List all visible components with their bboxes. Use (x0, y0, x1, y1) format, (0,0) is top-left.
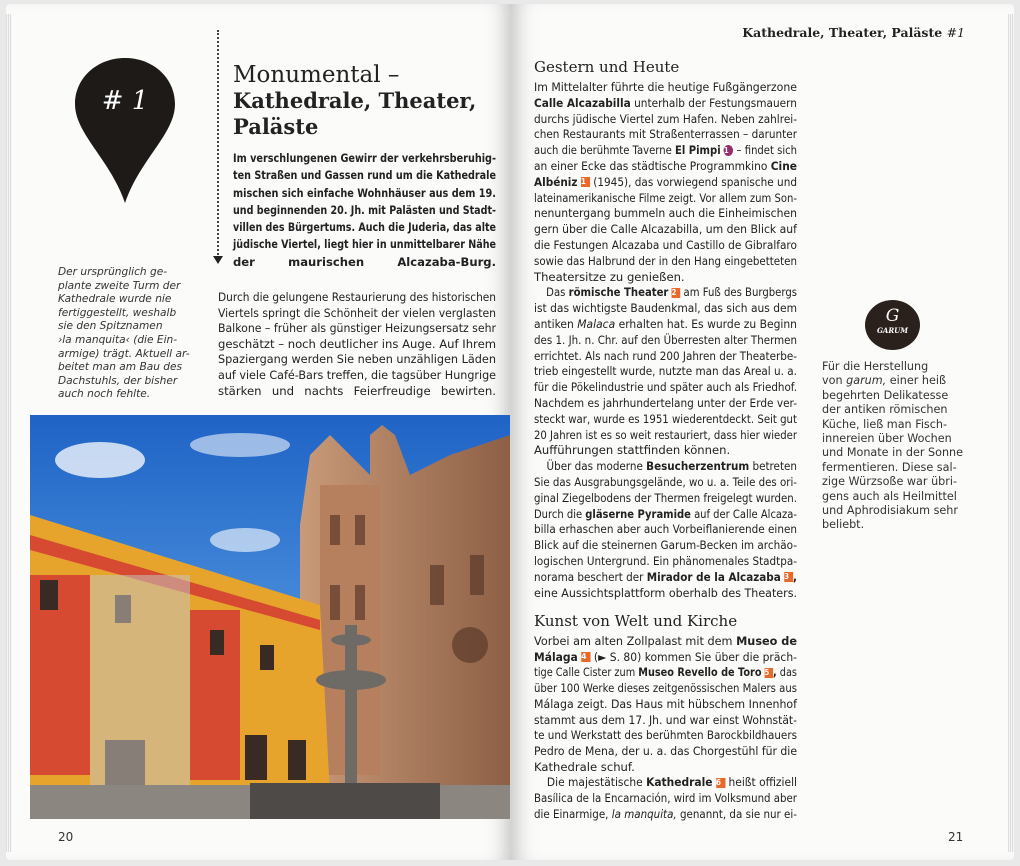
text-line (534, 317, 797, 333)
text-line (58, 293, 203, 307)
text-line (534, 364, 797, 380)
text-run: Málaga zeigt. Das Haus mit hübschem Innenhof (534, 696, 797, 711)
text-line (534, 522, 797, 538)
text-line (233, 219, 496, 236)
text-run: Basílica de la Encarnación, wird im Volksmund aber (534, 791, 797, 806)
text-run: von (822, 374, 847, 388)
text-line (218, 337, 496, 353)
text-run: Spaziergang werden Sie neben unzähligen Läden (218, 352, 496, 367)
text-run: der antiken römischen (822, 403, 948, 417)
map-marker-square: 3 (784, 572, 793, 582)
text-line (233, 185, 496, 202)
text-run: die Einarmige, (534, 806, 612, 821)
text-line (822, 490, 972, 504)
text-line (822, 374, 972, 388)
text-run: an einer Ecke das städtische Programmkino (534, 158, 771, 173)
text-line (233, 254, 496, 271)
text-run: betreten (749, 459, 797, 474)
text-run: steckt war, wurde es 1951 wiederentdeckt. Seit gut (534, 411, 797, 426)
bold-term: El Pimpi (674, 143, 721, 158)
text-run: gern über die Calle Alcazabilla, um den Blick auf (534, 222, 797, 237)
map-marker-square: 1 (581, 177, 590, 187)
text-line (58, 320, 203, 334)
page-edge (6, 14, 12, 852)
text-line (822, 518, 972, 532)
text-line (58, 307, 203, 321)
text-line (58, 388, 203, 402)
garum-label: GARUM (876, 326, 909, 335)
running-header-title: Kathedrale, Theater, Paläste (742, 25, 943, 40)
text-line (534, 697, 797, 713)
text-run: zige Würzsoße war übri- (822, 475, 958, 489)
text-run: nenuntergang bummeln auch die Einheimischen (534, 206, 797, 221)
text-run: beitet man am Bau des (58, 361, 183, 374)
text-run: Balkone – früher als günstiger Heizungsersatz sehr (218, 321, 496, 336)
cathedral-photo (30, 415, 510, 819)
bold-term: villen des Bürgertums. Auch die Juderia, das alte (233, 220, 496, 235)
running-header (742, 25, 965, 40)
text-run: geschätzt – noch deutlicher ins Auge. Auf Ihrem (218, 336, 496, 351)
text-line (534, 143, 797, 159)
text-run: fermentieren. Diese sal- (822, 460, 957, 474)
text-run: und Aphrodisiakum sehr (822, 504, 958, 518)
text-run: auch die berühmte Taverne (534, 143, 675, 158)
text-line (534, 285, 797, 301)
text-run: eine Aussichtsplattform oberhalb des Theaters. (534, 585, 797, 600)
text-line (534, 586, 797, 602)
text-run: stärken und nachts Feierfreudige bewirten. (218, 383, 496, 398)
text-run: beliebt. (822, 518, 865, 532)
text-line (534, 681, 797, 697)
text-line (822, 418, 972, 432)
text-run: heißt offiziell (725, 775, 797, 790)
text-run: stammt aus dem 17. Jh. und war einst Wohnstät- (534, 712, 797, 727)
text-run: Die majestätische (546, 775, 647, 790)
italic-term: Malaca (577, 316, 616, 331)
text-run: die Festungen Alcazaba und Castillo de Gibralfaro (534, 237, 797, 252)
running-header-number: #1 (946, 25, 965, 40)
bold-term: Calle Alcazabilla (534, 95, 631, 110)
text-run: das (776, 665, 797, 680)
garum-note (822, 360, 972, 533)
text-line (534, 301, 797, 317)
text-run: innereien über Wochen (822, 432, 952, 446)
text-run: Vorbei am alten Zollpalast mit dem (534, 634, 737, 648)
text-run: logischen Untergrund. Ein phänomenales Stadtpa- (534, 553, 797, 568)
text-line (822, 446, 972, 460)
text-run: plante zweite Turm der (58, 279, 181, 292)
text-run: ginal Ziegelbodens der Thermen freigelegt wurden. (534, 490, 797, 505)
text-run: über 100 Werke dieses zeitgenössischen Malers aus (534, 681, 797, 696)
dotted-divider (217, 30, 219, 258)
text-line (534, 349, 797, 365)
text-run: tige Calle Cister zum (534, 665, 639, 680)
page-number: 20 (58, 830, 74, 844)
section-heading: Kunst von Welt und Kirche (534, 612, 738, 630)
text-run: lateinamerikanische Filme zeigt. Vor allem zum Son- (534, 190, 797, 205)
text-run: armige) trägt. Aktuell ar- (58, 347, 190, 360)
sidenote (58, 266, 203, 402)
map-marker-square: 2 (672, 288, 681, 298)
text-run: errichtet. Als nach rund 200 Jahren der Theaterbe- (534, 348, 797, 363)
text-line (534, 175, 797, 191)
bold-term: Museo de (736, 634, 797, 648)
page-edge (1008, 14, 1014, 852)
text-line (58, 375, 203, 389)
text-run: auf viele Café-Bars treffen, die tagsüber Hungrige (218, 367, 496, 382)
text-line (534, 507, 797, 523)
text-line (534, 760, 797, 776)
text-run: unterhalb der Festungsmauern (630, 95, 797, 110)
text-line (233, 150, 496, 167)
chapter-title-kicker: Monumental – (233, 62, 400, 88)
text-line (822, 403, 972, 417)
text-run: Kathedrale wurde nie (58, 293, 172, 306)
garum-letter: G (885, 306, 900, 326)
text-line (218, 384, 496, 400)
text-run: Für die Herstellung (822, 360, 929, 373)
bold-term: Im verschlungenen Gewirr der verkehrsberuhig- (233, 151, 496, 165)
text-run: Durch die (534, 506, 586, 521)
text-run: Sie das Ausgrabungsgelände, wo u. a. Teile des ori- (534, 474, 797, 489)
text-run: einer heiß (886, 374, 947, 388)
bold-term: , (793, 569, 797, 584)
text-run: für die Pökelindustrie und später auch als Friedhof. (534, 380, 797, 395)
text-line (534, 459, 797, 475)
text-run: ›la manquita‹ (die Ein- (58, 333, 178, 346)
text-run: (► S. 80) kommen Sie über die präch- (590, 649, 797, 664)
text-line (534, 428, 797, 444)
text-line (534, 443, 797, 459)
text-line (218, 352, 496, 368)
bold-term: mischen sich einfache Wohnhäuser aus dem 19. (233, 185, 496, 200)
text-run: und Monate in der Sonne (822, 446, 964, 460)
text-run: am Fuß des Burgbergs (680, 285, 797, 300)
text-line (534, 807, 797, 823)
map-pin-icon (75, 58, 175, 203)
text-line (534, 80, 797, 96)
text-run: Der ursprünglich ge- (58, 266, 168, 278)
page-number: 21 (948, 830, 964, 844)
text-run: Im Mittelalter führte die heutige Fußgängerzone (534, 80, 797, 94)
text-run: billa erhaschen aber auch Vorbeiflanierende einen (534, 522, 797, 537)
text-run: auch noch fehlte. (58, 388, 151, 401)
body-column (534, 634, 797, 822)
text-line (822, 432, 972, 446)
text-line (534, 791, 797, 807)
bold-term: Besucherzentrum (646, 459, 750, 474)
text-line (534, 665, 797, 681)
text-run: Durch die gelungene Restaurierung des historischen (218, 290, 496, 304)
text-run: te und Werkstatt des berühmten Barockbildhauers (534, 728, 797, 743)
bold-term: Málaga (534, 649, 578, 664)
chapter-title-line: Kathedrale, Theater, (233, 88, 477, 113)
text-line (534, 206, 797, 222)
text-line (822, 475, 972, 489)
text-line (534, 713, 797, 729)
text-run: Kathedrale schuf. (534, 759, 635, 774)
bold-term: ten Straßen und Gassen rund um die Kathedrale (233, 168, 496, 183)
text-line (534, 222, 797, 238)
text-line (534, 538, 797, 554)
body-paragraph (218, 290, 496, 399)
text-line (822, 389, 972, 403)
text-line (534, 634, 797, 650)
text-line (534, 775, 797, 791)
text-run: – findet sich (733, 143, 797, 158)
italic-term: garum, (846, 374, 887, 388)
arrow-down-icon (213, 256, 223, 264)
text-line (218, 290, 496, 306)
text-run: Küche, ließ man Fisch- (822, 417, 948, 431)
text-run: trieb eingestellt wurde, nutzte man das Areal u. a. (534, 364, 797, 379)
bold-term: jüdische Viertel, liegt hier in unmittelbarer Nähe (233, 237, 496, 252)
text-line (534, 396, 797, 412)
bold-term: gläserne Pyramide (585, 506, 691, 521)
chapter-title (233, 88, 493, 140)
text-line (58, 361, 203, 375)
text-line (534, 270, 797, 286)
text-line (534, 728, 797, 744)
text-run: gens auch als Heilmittel (822, 489, 957, 503)
italic-term: la manquita, (611, 806, 677, 821)
bold-term: Cine (770, 158, 797, 173)
text-run: fertiggestellt, weshalb (58, 306, 177, 319)
text-run: 20 Jahren ist es so weit restauriert, dass hier wieder (534, 427, 797, 442)
text-run: Dachstuhls, der bisher (58, 374, 178, 387)
text-line (534, 554, 797, 570)
bold-term: Mirador de la Alcazaba (646, 569, 781, 584)
text-run: Über das moderne (546, 459, 647, 474)
text-run: norama beschert der (534, 569, 647, 584)
text-run: erhalten hat. Es wurde zu Beginn (615, 316, 797, 331)
text-line (534, 475, 797, 491)
bold-term: und beginnenden 20. Jh. mit Palästen und Stadt- (233, 202, 496, 217)
text-line (58, 280, 203, 294)
intro-paragraph (233, 150, 496, 271)
text-line (58, 334, 203, 348)
bold-term: römische Theater (568, 285, 669, 300)
text-line (534, 191, 797, 207)
text-line (233, 202, 496, 219)
chapter-title-line: Paläste (233, 114, 319, 139)
text-line (822, 504, 972, 518)
text-line (534, 254, 797, 270)
text-run: Aufführungen stattfinden können. (534, 443, 731, 458)
pin-label: # 1 (101, 86, 149, 116)
text-line (534, 238, 797, 254)
text-line (534, 96, 797, 112)
bold-term: , (773, 665, 777, 680)
text-run: auf der Calle Alcaza- (690, 506, 797, 521)
text-run: Theatersitze zu genießen. (534, 269, 685, 284)
map-marker-square: 4 (581, 652, 590, 662)
text-line (218, 321, 496, 337)
text-line (534, 412, 797, 428)
text-run: sowie das Halbrund der in den Hang eingebetteten (534, 253, 797, 268)
text-line (534, 112, 797, 128)
bold-term: Museo Revello de Toro (638, 665, 762, 680)
text-line (822, 360, 972, 374)
bold-term: Kathedrale (646, 775, 713, 790)
section-heading: Gestern und Heute (534, 58, 680, 76)
text-run: Das (546, 285, 569, 300)
text-run: antiken (534, 316, 578, 331)
text-run: Viertels springt die Schönheit der vielen verglasten (218, 305, 496, 320)
text-line (233, 167, 496, 184)
text-run: Blick auf die steinernen Garum-Becken im archäo- (534, 538, 797, 553)
text-run: chen Restaurants mit Straßenterrassen – darunter (534, 127, 797, 142)
text-line (534, 491, 797, 507)
text-line (534, 380, 797, 396)
text-run: (1945), das vorwiegend spanische und (589, 174, 797, 189)
text-line (218, 306, 496, 322)
text-run: begehrten Delikatesse (822, 388, 949, 402)
text-line (218, 368, 496, 384)
text-run: ist das wichtigste Baudenkmal, das sich aus dem (534, 301, 797, 316)
map-marker-square: 6 (716, 778, 725, 788)
text-line (822, 461, 972, 475)
text-line (534, 650, 797, 666)
garum-badge (865, 300, 920, 350)
text-line (534, 159, 797, 175)
bold-term: Albéniz (534, 174, 578, 189)
text-run: sie den Spitznamen (58, 320, 163, 333)
text-run: Pedro de Mena, der u. a. das Chorgestühl für die (534, 743, 797, 758)
text-run: durchs jüdische Viertel zum Hafen. Neben zahlrei- (534, 111, 797, 126)
text-run: genannt, da sie nur ei- (676, 806, 797, 821)
text-line (534, 333, 797, 349)
map-marker-square: 5 (765, 668, 773, 678)
text-line (233, 236, 496, 253)
text-line (58, 348, 203, 362)
text-line (58, 266, 203, 280)
map-marker-circle: 1 (724, 145, 734, 156)
text-run: des 1. Jh. n. Chr. auf den Überresten alter Thermen (534, 332, 797, 347)
text-line (534, 744, 797, 760)
bold-term: der maurischen Alcazaba-Burg. (233, 254, 496, 269)
text-line (534, 570, 797, 586)
text-line (534, 127, 797, 143)
text-run: Nachdem es jahrhundertelang unter der Erde ver- (534, 395, 797, 410)
body-column (534, 80, 797, 601)
